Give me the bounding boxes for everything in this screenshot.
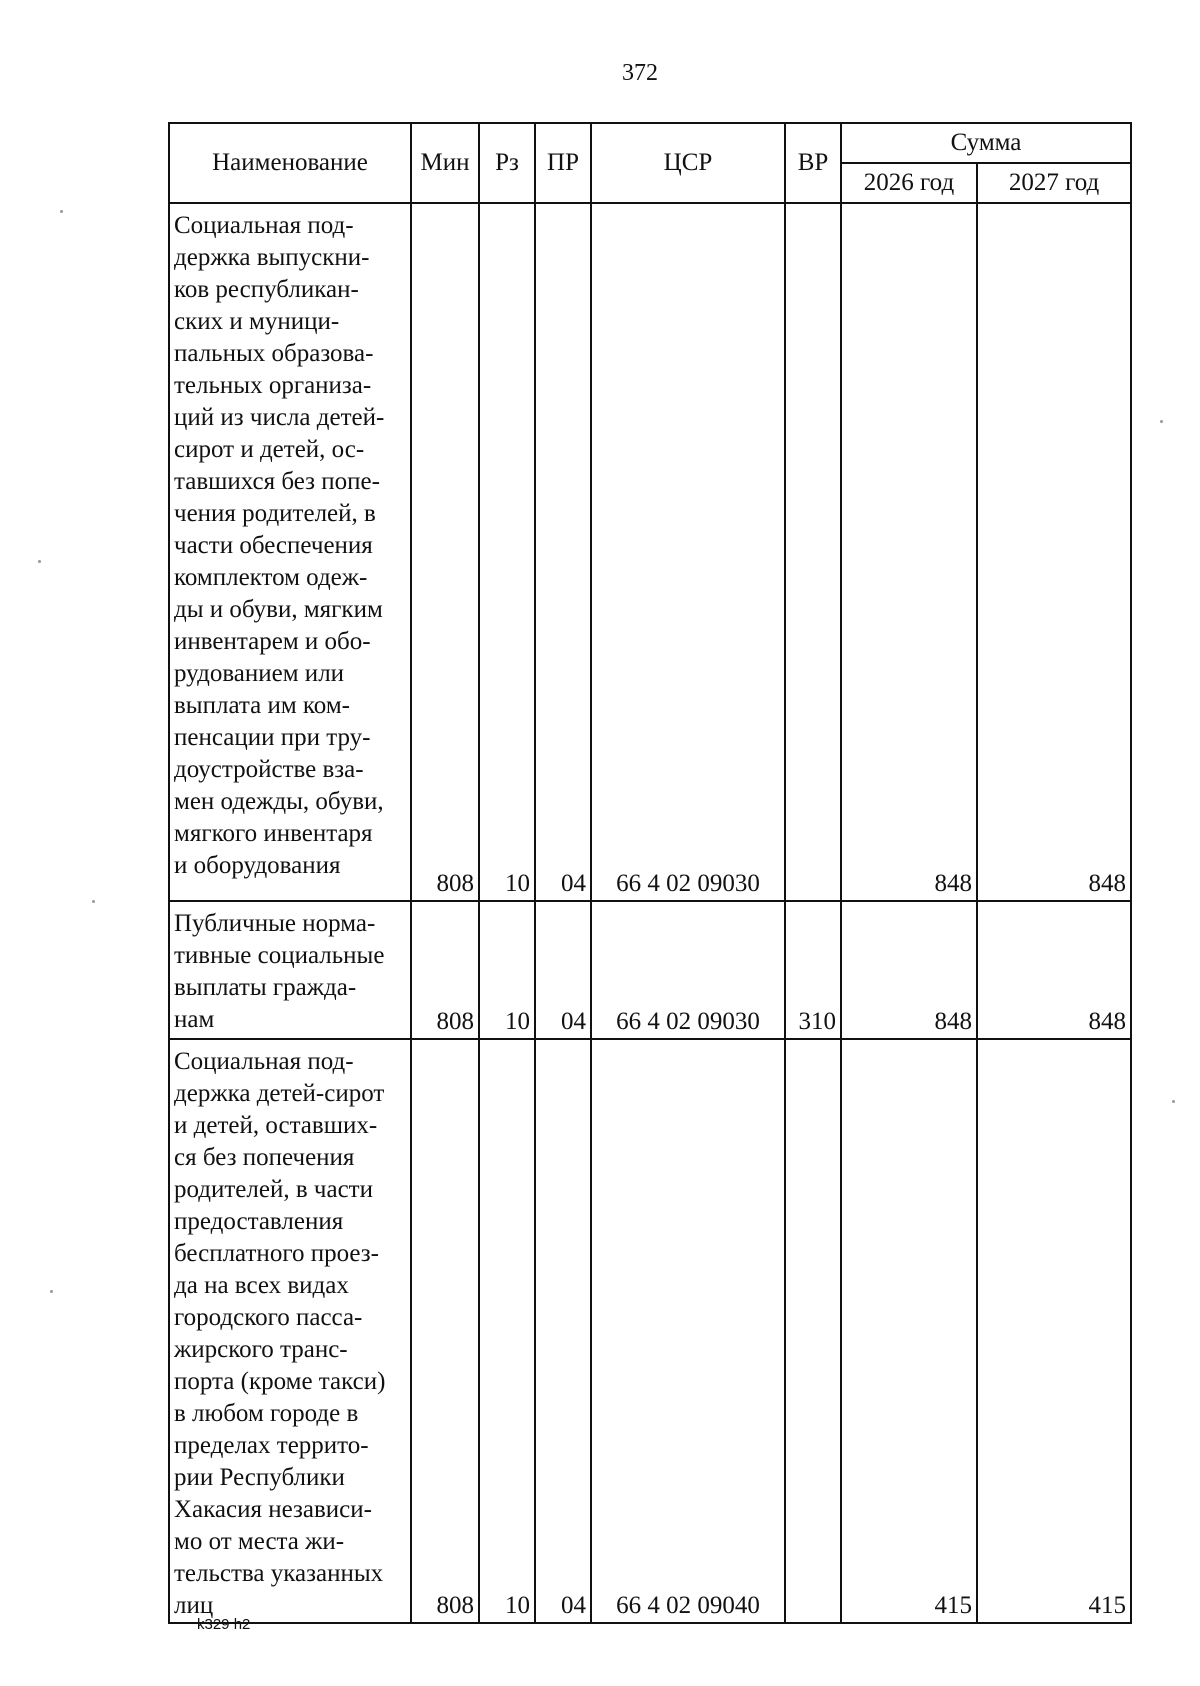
row-sum-2026: 848: [841, 901, 977, 1039]
row-vr: [785, 203, 841, 901]
row-sum-2027: 848: [977, 203, 1131, 901]
budget-table-container: [168, 122, 1130, 1624]
row-csr: 66 4 02 09030: [591, 901, 785, 1039]
row-vr: [785, 1039, 841, 1623]
header-sum: Сумма: [841, 123, 1131, 163]
row-sum-2026: 848: [841, 203, 977, 901]
scan-speck: [1172, 1100, 1175, 1103]
row-name: Социальная под- держка выпускни- ков республикан- ских и муници- пальных образова- тельных организа- ций из числа детей- сирот и детей, ос- тавшихся без попе- чения родителей, в части обеспечения комплектом одеж- ды и обуви, мягким инвентарем и обо- рудованием или выплата им ком- пенсации при тру- доустройстве вза- мен одежды, обуви, мягкого инвентаря и оборудования: [169, 203, 411, 901]
footer-document-code: k329 h2: [197, 1616, 251, 1633]
row-vr: 310: [785, 901, 841, 1039]
row-sum-2027: 415: [977, 1039, 1131, 1623]
row-sum-2026: 415: [841, 1039, 977, 1623]
header-rz: Рз: [479, 123, 535, 203]
row-min: 808: [411, 1039, 479, 1623]
header-pr: ПР: [535, 123, 591, 203]
table-row: [169, 203, 1131, 901]
row-csr: 66 4 02 09040: [591, 1039, 785, 1623]
scan-speck: [50, 1290, 53, 1293]
header-row-top: [169, 123, 1131, 163]
row-rz: 10: [479, 901, 535, 1039]
row-pr: 04: [535, 901, 591, 1039]
row-name: Публичные норма- тивные социальные выплаты гражда- нам: [169, 901, 411, 1039]
header-vr: ВР: [785, 123, 841, 203]
row-min: 808: [411, 901, 479, 1039]
header-min: Мин: [411, 123, 479, 203]
row-min: 808: [411, 203, 479, 901]
row-csr: 66 4 02 09030: [591, 203, 785, 901]
page-number: 372: [622, 60, 658, 86]
scan-speck: [38, 560, 41, 563]
row-name: Социальная под- держка детей-сирот и детей, оставших- ся без попечения родителей, в части предоставления бесплатного проез- да на всех видах городского пасса- жирского транс- порта (кроме такси) в любом городе в пределах террито- рии Республики Хакасия независи- мо от места жи- тельства указанных лиц: [169, 1039, 411, 1623]
scan-speck: [60, 210, 63, 213]
scan-speck: [92, 900, 95, 903]
header-year-2027: 2027 год: [977, 163, 1131, 203]
row-sum-2027: 848: [977, 901, 1131, 1039]
row-rz: 10: [479, 203, 535, 901]
header-csr: ЦСР: [591, 123, 785, 203]
budget-table: [168, 122, 1132, 1624]
row-pr: 04: [535, 203, 591, 901]
table-row: [169, 901, 1131, 1039]
row-pr: 04: [535, 1039, 591, 1623]
header-name: Наименование: [169, 123, 411, 203]
header-year-2026: 2026 год: [841, 163, 977, 203]
row-rz: 10: [479, 1039, 535, 1623]
scan-speck: [1160, 420, 1163, 423]
table-row: [169, 1039, 1131, 1623]
